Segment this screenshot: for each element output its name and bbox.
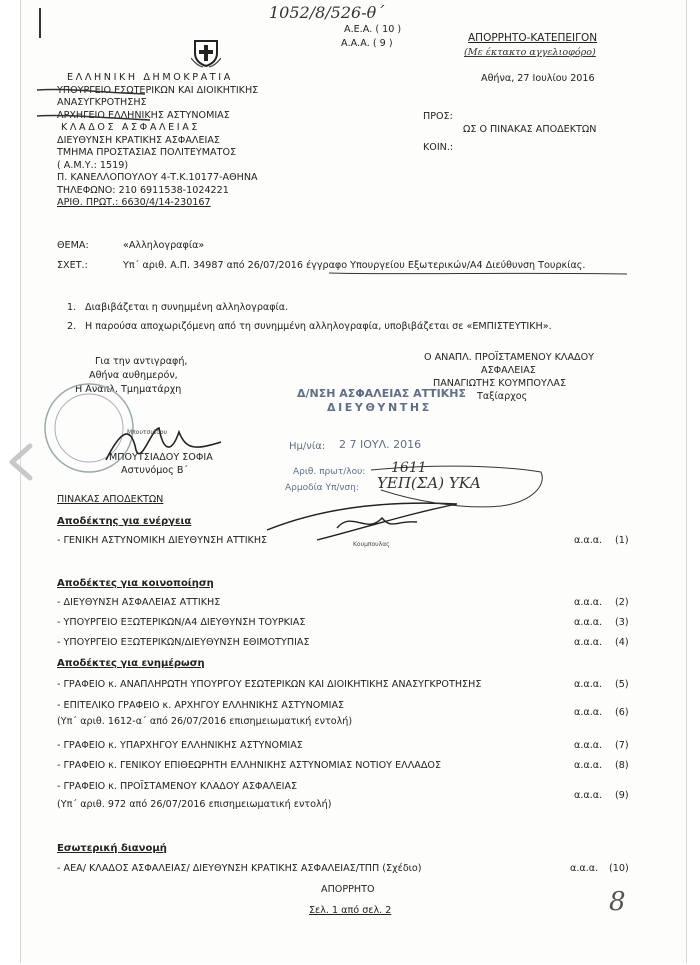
reference-underline [329,270,629,278]
distribution-title: ΠΙΝΑΚΑΣ ΑΠΟΔΕΚΤΩΝ [57,494,164,505]
signature-copy-text: Μπουτσιάδου [127,429,168,436]
recipient-text: - ΓΕΝΙΚΗ ΑΣΤΥΝΟΜΙΚΗ ΔΙΕΥΘΥΝΣΗ ΑΤΤΙΚΗΣ [57,535,268,546]
recipient-code: α.α.α. [570,863,599,874]
recipient-code: α.α.α. [574,740,603,751]
stamp-handler-label: Αρμοδία Υπ/νση: [285,483,359,493]
stamp-date-label: Ημ/νία: [289,441,326,452]
recipient-number: (9) [615,790,629,801]
classification-subtitle: (Με έκτακτο αγγελιοφόρο) [464,47,596,58]
header-branch: ΚΛΑΔΟΣ ΑΣΦΑΛΕΙΑΣ [61,122,201,133]
handwritten-strike-lines [35,82,155,122]
section-heading: Εσωτερική διανομή [57,843,167,854]
reference-value: Υπ΄ αριθ. Α.Π. 34987 από 26/07/2016 έγγραφο Υπουργείου Εξωτερικών/Α4 Διεύθυνση Τουρκίας. [123,260,586,271]
header-amy: ( Α.Μ.Υ.: 1519) [57,160,129,171]
to-value: ΩΣ Ο ΠΙΝΑΚΑΣ ΑΠΟΔΕΚΤΩΝ [463,124,597,135]
recipient-text: - ΓΡΑΦΕΙΟ κ. ΑΝΑΠΛΗΡΩΤΗ ΥΠΟΥΡΓΟΥ ΕΣΩΤΕΡΙΚΩΝ ΚΑΙ ΔΙΟΙΚΗΤΙΚΗΣ ΑΝΑΣΥΓΚΡΟΤΗΣΗΣ [57,679,482,690]
subject-label: ΘΕΜΑ: [57,240,89,251]
recipient-code: α.α.α. [574,707,603,718]
body-item-num: 1. [67,302,77,313]
header-directorate: ΔΙΕΥΘΥΝΣΗ ΚΡΑΤΙΚΗΣ ΑΣΦΑΛΕΙΑΣ [57,135,220,146]
margin-mark [39,8,41,38]
header-ministry-line2: ΑΝΑΣΥΓΚΡΟΤΗΣΗΣ [57,97,147,108]
recipient-number: (7) [615,740,629,751]
to-label: ΠΡΟΣ: [423,111,453,122]
handwritten-page-number: 8 [609,887,626,917]
stamp-line2: ΔΙΕΥΘΥΝΤΗΣ [327,401,432,414]
recipient-text: - ΓΡΑΦΕΙΟ κ. ΠΡΟΪΣΤΑΜΕΝΟΥ ΚΛΑΔΟΥ ΑΣΦΑΛΕΙΑΣ [57,781,298,792]
recipient-note: (Υπ΄ αριθ. 972 από 26/07/2016 επισημειωματική εντολή) [57,799,332,810]
recipient-number: (8) [615,760,629,771]
recipient-text: - ΥΠΟΥΡΓΕΙΟ ΕΞΩΤΕΡΙΚΩΝ/Α4 ΔΙΕΥΘΥΝΣΗ ΤΟΥΡΚΙΑΣ [57,617,306,628]
header-phone: ΤΗΛΕΦΩΝΟ: 210 6911538-1024221 [57,185,229,196]
classification-title: ΑΠΟΡΡΗΤΟ-ΚΑΤΕΠΕΙΓΟΝ [468,32,598,44]
recipient-text: - ΥΠΟΥΡΓΕΙΟ ΕΞΩΤΕΡΙΚΩΝ/ΔΙΕΥΘΥΝΣΗ ΕΘΙΜΟΤΥΠΙΑΣ [57,637,310,648]
section-heading: Αποδέκτες για κοινοποίηση [57,578,214,589]
recipient-note: (Υπ΄ αριθ. 1612-α΄ από 26/07/2016 επισημειωματική εντολή) [57,716,353,727]
recipient-code: α.α.α. [574,760,603,771]
copy-cert-name: ΜΠΟΥΤΣΙΑΔΟΥ ΣΟΦΙΑ [109,452,213,463]
recipient-code: α.α.α. [574,617,603,628]
recipient-number: (5) [615,679,629,690]
greek-emblem-icon [191,38,221,68]
stamp-date-value: 2 7 ΙΟΥΛ. 2016 [339,438,422,451]
recipient-text: - ΓΡΑΦΕΙΟ κ. ΥΠΑΡΧΗΓΟΥ ΕΛΛΗΝΙΚΗΣ ΑΣΤΥΝΟΜΙΑΣ [57,740,303,751]
header-republic: ΕΛΛΗΝΙΚΗ ΔΗΜΟΚΡΑΤΙΑ [67,72,233,83]
recipient-text: - ΕΠΙΤΕΛΙΚΟ ΓΡΑΦΕΙΟ κ. ΑΡΧΗΓΟΥ ΕΛΛΗΝΙΚΗΣ ΑΣΤΥΝΟΜΙΑΣ [57,700,345,711]
document-page [20,0,687,963]
signature-handler-text: Κουμπουλας [353,541,390,548]
recipient-number: (4) [615,637,629,648]
recipient-number: (6) [615,707,629,718]
stamp-handler-note: ΥΕΠ(ΣΑ) ΥΚΑ [377,474,481,492]
document-date: Αθήνα, 27 Ιουλίου 2016 [481,73,595,84]
recipient-code: α.α.α. [574,597,603,608]
section-heading: Αποδέκτες για ενημέρωση [57,658,205,669]
body-item-num: 2. [67,321,77,332]
handwritten-reference: 1052/8/526-θ΄ [269,3,385,22]
footer-classification: ΑΠΟΡΡΗΤΟ [321,884,375,895]
reference-label: ΣΧΕΤ.: [57,260,88,271]
recipient-code: α.α.α. [574,535,603,546]
chevron-left-icon[interactable] [0,440,44,484]
stamp-line1: Δ/ΝΣΗ ΑΣΦΑΛΕΙΑΣ ΑΤΤΙΚΗΣ [297,387,467,400]
recipient-code: α.α.α. [574,637,603,648]
subject-value: «Αλληλογραφία» [123,240,205,251]
copy-cert-rank: Αστυνόμος Β΄ [121,465,189,476]
aea-code: Α.Ε.Α. ( 10 ) [344,24,402,35]
stamp-protocol-label: Αριθ. πρωτ/λου: [293,467,366,477]
recipient-number: (1) [615,535,629,546]
cc-label: ΚΟΙΝ.: [423,142,454,153]
recipient-text: - ΓΡΑΦΕΙΟ κ. ΓΕΝΙΚΟΥ ΕΠΙΘΕΩΡΗΤΗ ΕΛΛΗΝΙΚΗΣ ΑΣΤΥΝΟΜΙΑΣ ΝΟΤΙΟΥ ΕΛΛΑΔΟΣ [57,760,442,771]
copy-cert-line1: Για την αντιγραφή, [95,356,188,367]
footer-page: Σελ. 1 από σελ. 2 [309,905,392,916]
recipient-number: (3) [615,617,629,628]
signatory-rank: Ταξίαρχος [477,391,528,402]
header-ministry-line1: ΥΠΟΥΡΓΕΙΟ ΕΣΩΤΕΡΙΚΩΝ ΚΑΙ ΔΙΟΙΚΗΤΙΚΗΣ [57,85,259,96]
section-heading: Αποδέκτης για ενέργεια [57,516,192,527]
signatory-name: ΠΑΝΑΓΙΩΤΗΣ ΚΟΥΜΠΟΥΛΑΣ [433,378,567,389]
body-item-text: Διαβιβάζεται η συνημμένη αλληλογραφία. [85,302,289,313]
recipient-code: α.α.α. [574,679,603,690]
recipient-text: - ΑΕΑ/ ΚΛΑΔΟΣ ΑΣΦΑΛΕΙΑΣ/ ΔΙΕΥΘΥΝΣΗ ΚΡΑΤΙΚΗΣ ΑΣΦΑΛΕΙΑΣ/ΤΠΠ (Σχέδιο) [57,863,422,874]
stamp-protocol-number: 1611 [391,460,427,476]
recipient-text: - ΔΙΕΥΘΥΝΣΗ ΑΣΦΑΛΕΙΑΣ ΑΤΤΙΚΗΣ [57,597,221,608]
recipient-code: α.α.α. [574,790,603,801]
header-address: Π. ΚΑΝΕΛΛΟΠΟΥΛΟΥ 4-Τ.Κ.10177-ΑΘΗΝΑ [57,172,258,183]
header-protocol: ΑΡΙΘ. ΠΡΩΤ.: 6630/4/14-230167 [57,197,211,208]
body-item-text: Η παρούσα αποχωριζόμενη από τη συνημμένη αλληλογραφία, υποβιβάζεται σε «ΕΜΠΙΣΤΕΥΤΙΚΗ». [85,321,552,332]
signatory-line1: Ο ΑΝΑΠΛ. ΠΡΟΪΣΤΑΜΕΝΟΥ ΚΛΑΔΟΥ [424,352,595,363]
copy-cert-line3: Η Αναπλ. Τμηματάρχη [75,384,182,395]
signatory-line2: ΑΣΦΑΛΕΙΑΣ [481,365,536,376]
header-hq: ΑΡΧΗΓΕΙΟ ΕΛΛΗΝΙΚΗΣ ΑΣΤΥΝΟΜΙΑΣ [57,110,230,121]
aaa-code: Α.Α.Α. ( 9 ) [341,38,393,49]
handwritten-scribble [351,460,551,520]
recipient-number: (10) [609,863,629,874]
recipient-number: (2) [615,597,629,608]
header-department: ΤΜΗΜΑ ΠΡΟΣΤΑΣΙΑΣ ΠΟΛΙΤΕΥΜΑΤΟΣ [57,147,237,158]
copy-cert-line2: Αθήνα αυθημερόν, [89,370,178,381]
